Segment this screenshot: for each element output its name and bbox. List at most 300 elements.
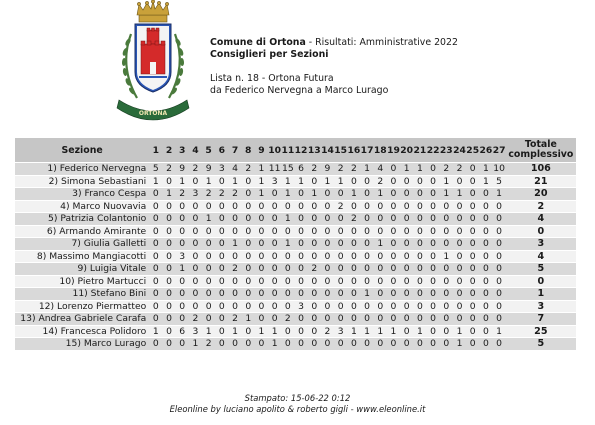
vote-cell: 0 bbox=[479, 263, 492, 275]
vote-cell: 0 bbox=[294, 226, 307, 238]
vote-cell: 0 bbox=[321, 238, 334, 250]
vote-cell: 0 bbox=[493, 251, 506, 263]
table-row bbox=[15, 176, 576, 188]
vote-cell: 0 bbox=[347, 301, 360, 313]
vote-cell: 0 bbox=[426, 226, 439, 238]
vote-cell: 0 bbox=[321, 313, 334, 325]
vote-cell: 0 bbox=[176, 226, 189, 238]
vote-cell: 5 bbox=[493, 176, 506, 188]
vote-cell: 6 bbox=[176, 326, 189, 338]
table-row bbox=[15, 288, 576, 300]
candidate-total: 4 bbox=[506, 251, 576, 263]
vote-cell: 1 bbox=[294, 176, 307, 188]
vote-cell: 0 bbox=[255, 263, 268, 275]
vote-cell: 0 bbox=[400, 176, 413, 188]
vote-cell: 0 bbox=[255, 201, 268, 213]
vote-cell: 0 bbox=[242, 238, 255, 250]
vote-cell: 0 bbox=[189, 176, 202, 188]
vote-cell: 0 bbox=[466, 188, 479, 200]
vote-cell: 0 bbox=[360, 213, 373, 225]
vote-cell: 0 bbox=[479, 251, 492, 263]
vote-cell: 2 bbox=[347, 163, 360, 175]
vote-cell: 1 bbox=[493, 188, 506, 200]
vote-cell: 0 bbox=[308, 326, 321, 338]
vote-cell: 0 bbox=[453, 301, 466, 313]
vote-cell: 0 bbox=[426, 326, 439, 338]
vote-cell: 0 bbox=[321, 338, 334, 350]
table-row bbox=[15, 313, 576, 325]
vote-cell: 0 bbox=[281, 276, 294, 288]
print-timestamp: Stampato: 15-06-22 0:12 bbox=[244, 393, 351, 403]
vote-cell: 0 bbox=[493, 226, 506, 238]
vote-cell: 2 bbox=[347, 213, 360, 225]
vote-cell: 0 bbox=[440, 276, 453, 288]
candidate-total: 3 bbox=[506, 301, 576, 313]
candidate-name: 14) Francesca Polidoro bbox=[15, 326, 149, 338]
vote-cell: 3 bbox=[215, 163, 228, 175]
vote-cell: 0 bbox=[400, 288, 413, 300]
vote-cell: 0 bbox=[479, 188, 492, 200]
vote-cell: 0 bbox=[308, 201, 321, 213]
vote-cell: 0 bbox=[149, 213, 162, 225]
vote-cell: 9 bbox=[176, 163, 189, 175]
vote-cell: 0 bbox=[162, 301, 175, 313]
vote-cell: 1 bbox=[387, 326, 400, 338]
vote-cell: 0 bbox=[400, 251, 413, 263]
vote-cell: 0 bbox=[347, 313, 360, 325]
vote-cell: 3 bbox=[189, 188, 202, 200]
candidate-name: 11) Stefano Bini bbox=[15, 288, 149, 300]
vote-cell: 0 bbox=[308, 301, 321, 313]
vote-cell: 0 bbox=[440, 288, 453, 300]
vote-cell: 0 bbox=[189, 226, 202, 238]
vote-cell: 2 bbox=[176, 188, 189, 200]
vote-cell: 0 bbox=[281, 338, 294, 350]
vote-cell: 1 bbox=[440, 188, 453, 200]
vote-cell: 1 bbox=[255, 326, 268, 338]
column-header-section: 3 bbox=[176, 138, 189, 162]
vote-cell: 0 bbox=[400, 313, 413, 325]
vote-cell: 0 bbox=[294, 251, 307, 263]
vote-cell: 0 bbox=[347, 263, 360, 275]
vote-cell: 0 bbox=[281, 301, 294, 313]
vote-cell: 0 bbox=[413, 301, 426, 313]
vote-cell: 0 bbox=[242, 338, 255, 350]
vote-cell: 0 bbox=[228, 213, 241, 225]
candidate-total: 1 bbox=[506, 288, 576, 300]
vote-cell: 0 bbox=[374, 276, 387, 288]
table-row bbox=[15, 338, 576, 350]
vote-cell: 1 bbox=[255, 176, 268, 188]
vote-cell: 0 bbox=[242, 226, 255, 238]
vote-cell: 3 bbox=[334, 326, 347, 338]
vote-cell: 0 bbox=[308, 288, 321, 300]
vote-cell: 0 bbox=[308, 213, 321, 225]
vote-cell: 0 bbox=[202, 263, 215, 275]
vote-cell: 0 bbox=[334, 276, 347, 288]
vote-cell: 0 bbox=[347, 276, 360, 288]
table-row bbox=[15, 276, 576, 288]
candidate-name: 8) Massimo Mangiacotti bbox=[15, 251, 149, 263]
crest-ribbon-text: ORTONA bbox=[138, 110, 168, 117]
vote-cell: 0 bbox=[294, 238, 307, 250]
vote-cell: 1 bbox=[453, 326, 466, 338]
vote-cell: 1 bbox=[440, 251, 453, 263]
vote-cell: 0 bbox=[374, 251, 387, 263]
candidate-name: 2) Simona Sebastiani bbox=[15, 176, 149, 188]
vote-cell: 0 bbox=[466, 213, 479, 225]
vote-cell: 0 bbox=[162, 313, 175, 325]
vote-cell: 0 bbox=[387, 288, 400, 300]
vote-cell: 0 bbox=[189, 201, 202, 213]
vote-cell: 0 bbox=[426, 188, 439, 200]
vote-cell: 0 bbox=[466, 238, 479, 250]
vote-cell: 0 bbox=[176, 213, 189, 225]
vote-cell: 0 bbox=[202, 226, 215, 238]
vote-cell: 0 bbox=[440, 301, 453, 313]
vote-cell: 0 bbox=[413, 288, 426, 300]
vote-cell: 0 bbox=[242, 288, 255, 300]
ortona-coat-of-arms-icon bbox=[101, 0, 205, 136]
column-header-section: 15 bbox=[334, 138, 347, 162]
table-row bbox=[15, 251, 576, 263]
vote-cell: 0 bbox=[426, 238, 439, 250]
candidate-total: 25 bbox=[506, 326, 576, 338]
vote-cell: 0 bbox=[281, 288, 294, 300]
vote-cell: 0 bbox=[162, 338, 175, 350]
vote-cell: 0 bbox=[228, 251, 241, 263]
column-header-total: Totale complessivo bbox=[506, 138, 576, 162]
vote-cell: 2 bbox=[281, 313, 294, 325]
vote-cell: 0 bbox=[426, 201, 439, 213]
vote-cell: 0 bbox=[215, 313, 228, 325]
vote-cell: 0 bbox=[466, 301, 479, 313]
vote-cell: 0 bbox=[189, 288, 202, 300]
vote-cell: 0 bbox=[374, 226, 387, 238]
vote-cell: 0 bbox=[426, 176, 439, 188]
vote-cell: 0 bbox=[334, 338, 347, 350]
vote-cell: 0 bbox=[347, 251, 360, 263]
vote-cell: 0 bbox=[321, 213, 334, 225]
vote-cell: 0 bbox=[360, 301, 373, 313]
vote-cell: 1 bbox=[479, 176, 492, 188]
vote-cell: 1 bbox=[281, 213, 294, 225]
vote-cell: 0 bbox=[189, 276, 202, 288]
vote-cell: 2 bbox=[242, 163, 255, 175]
vote-cell: 0 bbox=[400, 188, 413, 200]
vote-cell: 0 bbox=[176, 313, 189, 325]
vote-cell: 0 bbox=[479, 276, 492, 288]
vote-cell: 0 bbox=[268, 301, 281, 313]
vote-cell: 0 bbox=[321, 276, 334, 288]
vote-cell: 1 bbox=[334, 176, 347, 188]
vote-cell: 0 bbox=[202, 251, 215, 263]
vote-cell: 0 bbox=[281, 263, 294, 275]
vote-cell: 0 bbox=[360, 188, 373, 200]
vote-cell: 0 bbox=[321, 288, 334, 300]
vote-cell: 1 bbox=[228, 326, 241, 338]
vote-cell: 0 bbox=[453, 288, 466, 300]
vote-cell: 2 bbox=[334, 163, 347, 175]
vote-cell: 2 bbox=[308, 163, 321, 175]
vote-cell: 0 bbox=[360, 251, 373, 263]
vote-cell: 0 bbox=[176, 288, 189, 300]
vote-cell: 1 bbox=[360, 288, 373, 300]
vote-cell: 0 bbox=[453, 251, 466, 263]
vote-cell: 0 bbox=[321, 263, 334, 275]
vote-cell: 0 bbox=[268, 288, 281, 300]
vote-cell: 0 bbox=[360, 238, 373, 250]
vote-cell: 0 bbox=[149, 276, 162, 288]
column-header-section: 19 bbox=[387, 138, 400, 162]
vote-cell: 0 bbox=[162, 213, 175, 225]
vote-cell: 0 bbox=[440, 238, 453, 250]
vote-cell: 0 bbox=[479, 213, 492, 225]
vote-cell: 2 bbox=[453, 163, 466, 175]
vote-cell: 3 bbox=[294, 301, 307, 313]
vote-cell: 0 bbox=[149, 263, 162, 275]
vote-cell: 0 bbox=[426, 251, 439, 263]
vote-cell: 0 bbox=[400, 338, 413, 350]
vote-cell: 0 bbox=[387, 176, 400, 188]
vote-cell: 0 bbox=[215, 201, 228, 213]
vote-cell: 0 bbox=[149, 201, 162, 213]
vote-cell: 0 bbox=[202, 313, 215, 325]
vote-cell: 0 bbox=[215, 263, 228, 275]
vote-cell: 9 bbox=[202, 163, 215, 175]
list-info bbox=[210, 73, 458, 97]
table-row bbox=[15, 238, 576, 250]
vote-cell: 0 bbox=[347, 238, 360, 250]
vote-cell: 0 bbox=[360, 338, 373, 350]
vote-cell: 2 bbox=[228, 188, 241, 200]
vote-cell: 1 bbox=[453, 338, 466, 350]
vote-cell: 0 bbox=[162, 276, 175, 288]
vote-cell: 0 bbox=[453, 276, 466, 288]
candidate-total: 4 bbox=[506, 213, 576, 225]
vote-cell: 0 bbox=[413, 276, 426, 288]
vote-cell: 0 bbox=[400, 213, 413, 225]
table-row bbox=[15, 188, 576, 200]
vote-cell: 0 bbox=[400, 201, 413, 213]
vote-cell: 0 bbox=[387, 226, 400, 238]
vote-cell: 0 bbox=[215, 213, 228, 225]
vote-cell: 0 bbox=[281, 201, 294, 213]
vote-cell: 0 bbox=[466, 326, 479, 338]
vote-cell: 0 bbox=[479, 288, 492, 300]
vote-cell: 0 bbox=[360, 226, 373, 238]
vote-cell: 0 bbox=[374, 301, 387, 313]
vote-cell: 1 bbox=[493, 326, 506, 338]
vote-cell: 0 bbox=[479, 301, 492, 313]
vote-cell: 0 bbox=[426, 313, 439, 325]
vote-cell: 0 bbox=[202, 301, 215, 313]
column-header-section: 18 bbox=[374, 138, 387, 162]
vote-cell: 0 bbox=[374, 263, 387, 275]
vote-cell: 0 bbox=[387, 251, 400, 263]
vote-cell: 3 bbox=[189, 326, 202, 338]
vote-cell: 0 bbox=[347, 176, 360, 188]
vote-cell: 0 bbox=[413, 251, 426, 263]
vote-cell: 0 bbox=[162, 263, 175, 275]
vote-cell: 1 bbox=[149, 326, 162, 338]
vote-cell: 0 bbox=[228, 338, 241, 350]
vote-cell: 0 bbox=[493, 276, 506, 288]
vote-cell: 0 bbox=[413, 338, 426, 350]
vote-cell: 1 bbox=[281, 238, 294, 250]
candidate-name: 1) Federico Nervegna bbox=[15, 163, 149, 175]
vote-cell: 1 bbox=[360, 326, 373, 338]
vote-cell: 0 bbox=[162, 238, 175, 250]
vote-cell: 1 bbox=[202, 176, 215, 188]
vote-cell: 0 bbox=[440, 338, 453, 350]
vote-cell: 0 bbox=[374, 213, 387, 225]
vote-cell: 0 bbox=[334, 288, 347, 300]
vote-cell: 0 bbox=[374, 201, 387, 213]
vote-cell: 1 bbox=[440, 176, 453, 188]
vote-cell: 0 bbox=[493, 313, 506, 325]
vote-cell: 1 bbox=[268, 338, 281, 350]
vote-cell: 0 bbox=[255, 213, 268, 225]
vote-cell: 3 bbox=[268, 176, 281, 188]
vote-cell: 1 bbox=[281, 176, 294, 188]
vote-cell: 0 bbox=[360, 201, 373, 213]
vote-cell: 0 bbox=[294, 188, 307, 200]
vote-cell: 0 bbox=[440, 313, 453, 325]
vote-cell: 0 bbox=[176, 301, 189, 313]
vote-cell: 0 bbox=[255, 226, 268, 238]
vote-cell: 0 bbox=[413, 188, 426, 200]
vote-cell: 0 bbox=[215, 276, 228, 288]
vote-cell: 0 bbox=[242, 251, 255, 263]
candidate-name: 12) Lorenzo Piermatteo bbox=[15, 301, 149, 313]
vote-cell: 4 bbox=[228, 163, 241, 175]
vote-cell: 0 bbox=[268, 213, 281, 225]
page-subtitle: Consiglieri per Sezioni bbox=[210, 49, 329, 60]
vote-cell: 0 bbox=[387, 201, 400, 213]
candidate-total: 5 bbox=[506, 338, 576, 350]
vote-cell: 1 bbox=[176, 263, 189, 275]
vote-cell: 0 bbox=[189, 238, 202, 250]
vote-cell: 1 bbox=[281, 188, 294, 200]
candidate-range: da Federico Nervegna a Marco Lurago bbox=[210, 85, 389, 96]
vote-cell: 0 bbox=[440, 263, 453, 275]
column-header-section: 9 bbox=[255, 138, 268, 162]
title-line bbox=[210, 37, 458, 49]
vote-cell: 0 bbox=[466, 276, 479, 288]
vote-cell: 0 bbox=[255, 238, 268, 250]
vote-cell: 0 bbox=[453, 263, 466, 275]
vote-cell: 0 bbox=[215, 301, 228, 313]
candidate-total: 0 bbox=[506, 226, 576, 238]
vote-cell: 0 bbox=[162, 226, 175, 238]
vote-cell: 6 bbox=[294, 163, 307, 175]
vote-cell: 0 bbox=[228, 301, 241, 313]
page-header bbox=[210, 37, 458, 97]
vote-cell: 0 bbox=[255, 338, 268, 350]
vote-cell: 2 bbox=[374, 176, 387, 188]
vote-cell: 2 bbox=[202, 338, 215, 350]
vote-cell: 0 bbox=[440, 201, 453, 213]
column-header-section: 11 bbox=[281, 138, 294, 162]
vote-cell: 0 bbox=[242, 276, 255, 288]
candidate-name: 13) Andrea Gabriele Carafa bbox=[15, 313, 149, 325]
column-header-section: 24 bbox=[453, 138, 466, 162]
vote-cell: 9 bbox=[321, 163, 334, 175]
vote-cell: 1 bbox=[413, 163, 426, 175]
column-header-section: 5 bbox=[202, 138, 215, 162]
vote-cell: 1 bbox=[255, 163, 268, 175]
vote-cell: 0 bbox=[453, 238, 466, 250]
candidate-name: 15) Marco Lurago bbox=[15, 338, 149, 350]
vote-cell: 1 bbox=[453, 188, 466, 200]
vote-cell: 1 bbox=[268, 326, 281, 338]
table-header-row bbox=[15, 138, 576, 162]
column-header-sezione: Sezione bbox=[15, 138, 149, 162]
vote-cell: 0 bbox=[400, 238, 413, 250]
vote-cell: 0 bbox=[149, 251, 162, 263]
vote-cell: 0 bbox=[413, 238, 426, 250]
vote-cell: 2 bbox=[440, 163, 453, 175]
vote-cell: 0 bbox=[294, 338, 307, 350]
vote-cell: 0 bbox=[162, 288, 175, 300]
vote-cell: 0 bbox=[400, 276, 413, 288]
column-header-section: 4 bbox=[189, 138, 202, 162]
vote-cell: 0 bbox=[294, 276, 307, 288]
vote-cell: 0 bbox=[215, 176, 228, 188]
vote-cell: 2 bbox=[215, 188, 228, 200]
vote-cell: 0 bbox=[268, 276, 281, 288]
vote-cell: 0 bbox=[387, 301, 400, 313]
vote-cell: 0 bbox=[479, 201, 492, 213]
vote-cell: 0 bbox=[387, 276, 400, 288]
vote-cell: 0 bbox=[215, 288, 228, 300]
vote-cell: 0 bbox=[255, 288, 268, 300]
candidate-total: 5 bbox=[506, 263, 576, 275]
column-header-section: 22 bbox=[426, 138, 439, 162]
vote-cell: 0 bbox=[321, 301, 334, 313]
vote-cell: 0 bbox=[149, 288, 162, 300]
vote-cell: 0 bbox=[242, 176, 255, 188]
vote-cell: 0 bbox=[374, 313, 387, 325]
vote-cell: 0 bbox=[149, 188, 162, 200]
vote-cell: 0 bbox=[202, 288, 215, 300]
credit-line: Eleonline by luciano apolito & roberto gigli - www.eleonline.it bbox=[169, 404, 426, 414]
vote-cell: 0 bbox=[268, 263, 281, 275]
vote-cell: 0 bbox=[255, 301, 268, 313]
vote-cell: 0 bbox=[334, 263, 347, 275]
column-header-section: 7 bbox=[228, 138, 241, 162]
vote-cell: 0 bbox=[413, 176, 426, 188]
vote-cell: 0 bbox=[493, 263, 506, 275]
vote-cell: 0 bbox=[215, 251, 228, 263]
vote-cell: 0 bbox=[308, 251, 321, 263]
results-table bbox=[15, 137, 576, 351]
vote-cell: 1 bbox=[479, 163, 492, 175]
vote-cell: 0 bbox=[374, 288, 387, 300]
vote-cell: 0 bbox=[281, 326, 294, 338]
column-header-section: 16 bbox=[347, 138, 360, 162]
vote-cell: 0 bbox=[268, 238, 281, 250]
table-body bbox=[15, 163, 576, 350]
vote-cell: 0 bbox=[294, 326, 307, 338]
vote-cell: 0 bbox=[479, 326, 492, 338]
vote-cell: 0 bbox=[162, 251, 175, 263]
vote-cell: 2 bbox=[162, 163, 175, 175]
vote-cell: 0 bbox=[400, 226, 413, 238]
vote-cell: 1 bbox=[413, 326, 426, 338]
vote-cell: 0 bbox=[493, 238, 506, 250]
